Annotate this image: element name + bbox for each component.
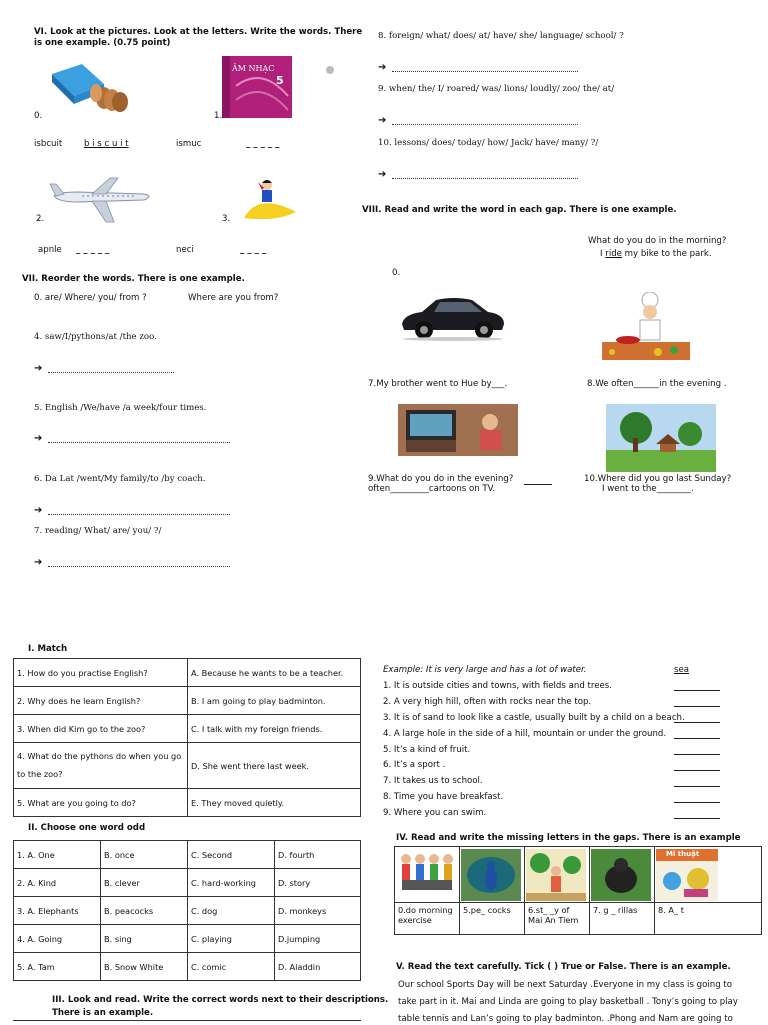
match-answer-a: A. Because he wants to be a teacher. [188, 659, 361, 687]
answer-blank[interactable] [674, 802, 720, 803]
example-answer-word: ride [605, 249, 622, 259]
match-question-3: 3. When did Kim go to the zoo? [14, 715, 188, 743]
section-7-heading: VII. Reorder the words. There is one example. [22, 274, 245, 284]
gap-question-9b: often_________cartoons on TV. [368, 484, 496, 494]
odd-word-cell: C. dog [188, 897, 275, 925]
odd-word-cell: 4. A. Going [14, 925, 101, 953]
match-question-1: 1. How do you practise English? [14, 659, 188, 687]
odd-word-cell: B. peacocks [101, 897, 188, 925]
answer-blank[interactable] [674, 706, 720, 707]
answer-blank-1[interactable]: _ _ _ _ _ [246, 139, 280, 149]
match-table [13, 658, 361, 817]
gap-question-9a: 9.What do you do in the evening? [368, 474, 514, 484]
odd-word-cell: B. sing [101, 925, 188, 953]
answer-blank[interactable] [674, 690, 720, 691]
answer-line-8[interactable] [392, 71, 578, 72]
description-item: 6. It’s a sport . [383, 760, 446, 771]
gap-question-10b: I went to the________. [602, 484, 694, 494]
answer-blank[interactable] [674, 722, 720, 723]
odd-word-cell: 1. A. One [14, 841, 101, 869]
car-image [398, 290, 508, 342]
passage-line: Our school Sports Day will be next Saturday .Everyone in my class is going to [398, 980, 733, 990]
section-1-heading: I. Match [28, 644, 68, 654]
odd-word-cell: D. monkeys [275, 897, 361, 925]
music-book-number: 5 [276, 74, 284, 87]
item-number-3: 3. [222, 214, 231, 224]
gap-question-8: 8.We often______in the evening . [587, 379, 727, 389]
reorder-question-7: 7. reading/ What/ are/ you/ ?/ [34, 526, 162, 536]
music-book-title: ÂM NHẠC [232, 64, 275, 73]
description-example: Example: It is very large and has a lot of water. [383, 665, 587, 675]
gap-question-7: 7.My brother went to Hue by___. [368, 379, 508, 389]
table-edge [13, 1020, 361, 1021]
reorder-question-4: 4. saw/I/pythons/at /the zoo. [34, 332, 157, 342]
gap-question-10a: 10.Where did you go last Sunday? [584, 474, 732, 484]
arrow-icon: ➔ [378, 169, 387, 180]
odd-word-cell: C. playing [188, 925, 275, 953]
section-8-heading: VIII. Read and write the word in each gap. There is one example. [362, 205, 677, 215]
reorder-question-5: 5. English /We/have /a week/four times. [34, 403, 207, 413]
reorder-question-10: 10. lessons/ does/ today/ how/ Jack/ have/ many/ ?/ [378, 138, 599, 148]
section-3-subheading: There is an example. [52, 1008, 154, 1018]
example-answer [600, 249, 712, 260]
odd-word-cell: 3. A. Elephants [14, 897, 101, 925]
missing-letters-cell-7[interactable]: 7. g _ rillas [590, 903, 655, 935]
description-item: 7. It takes us to school. [383, 776, 483, 787]
match-question-2: 2. Why does he learn English? [14, 687, 188, 715]
arrow-icon: ➔ [34, 557, 43, 568]
description-list [383, 681, 723, 824]
section-4-heading: IV. Read and write the missing letters in the gaps. There is an example [396, 833, 741, 843]
section-6-heading: VI. Look at the pictures. Look at the letters. Write the words. There is one example. (0.75 point) [34, 27, 363, 48]
passage-line: take part in it. Mai and Linda are going to play basketball . Tony’s going to play [398, 997, 738, 1007]
picture-cell [525, 847, 590, 903]
section-2-heading: II. Choose one word odd [28, 823, 146, 833]
arrow-icon: ➔ [34, 363, 43, 374]
reorder-example-answer: Where are you from? [188, 293, 279, 303]
example-answer-post: my bike to the park. [621, 249, 712, 259]
example-question: What do you do in the morning? [588, 236, 727, 246]
odd-word-cell: D. fourth [275, 841, 361, 869]
answer-line-10[interactable] [392, 178, 578, 179]
answer-blank[interactable] [674, 738, 720, 739]
chef-image [598, 292, 694, 364]
arrow-icon: ➔ [34, 505, 43, 516]
missing-letters-cell-0: 0.do morning exercise [395, 903, 460, 935]
odd-word-cell: D.jumping [275, 925, 361, 953]
scrambled-word-2: apnle [38, 245, 62, 255]
description-item: 3. It is of sand to look like a castle, usually built by a child on a beach. [383, 712, 685, 723]
description-item: 1. It is outside cities and towns, with fields and trees. [383, 681, 612, 691]
scrambled-word-0: isbcuit [34, 139, 63, 149]
example-answer-pre: I [600, 249, 606, 259]
example-number: 0. [392, 268, 401, 278]
odd-word-cell: C. Second [188, 841, 275, 869]
odd-word-cell: C. hard-working [188, 869, 275, 897]
answer-line-4[interactable] [48, 372, 174, 373]
missing-letters-table [394, 846, 762, 935]
watching-tv-image [398, 404, 518, 456]
picture-cell [590, 847, 655, 903]
picture-cell [655, 847, 762, 903]
description-item: 9. Where you can swim. [383, 808, 487, 819]
picture-cell [395, 847, 460, 903]
item-number-1: 1. [214, 111, 223, 121]
match-answer-d: D. She went there last week. [188, 743, 361, 789]
answer-blank-3[interactable]: _ _ _ _ [240, 245, 267, 255]
answer-blank[interactable] [674, 770, 720, 771]
gorilla-image [591, 849, 651, 901]
match-question-5: 5. What are you going to do? [14, 789, 188, 817]
odd-word-table [13, 840, 361, 981]
arrow-icon: ➔ [378, 62, 387, 73]
scrambled-word-1: ismuc [176, 139, 202, 149]
odd-word-cell: B. Snow White [101, 953, 188, 981]
answer-line-9[interactable] [392, 124, 578, 125]
reorder-question-6: 6. Da Lat /went/My family/to /by coach. [34, 474, 206, 484]
odd-word-cell: 5. A. Tam [14, 953, 101, 981]
story-illustration-image [526, 849, 586, 901]
answer-line-6[interactable] [48, 514, 230, 515]
item-number-2: 2. [36, 214, 45, 224]
missing-letters-cell-6[interactable]: 6.st_ _y of Mai An Tiem [525, 903, 590, 935]
description-item: 4. A large hole in the side of a hill, mountain or under the ground. [383, 728, 667, 739]
odd-word-cell: D. Aladdin [275, 953, 361, 981]
answer-blank[interactable] [674, 754, 720, 755]
answer-blank[interactable] [674, 818, 720, 819]
match-answer-b: B. I am going to play badminton. [188, 687, 361, 715]
passage-line: table tennis and Lan’s going to play badminton. .Phong and Nam are going to [398, 1014, 733, 1024]
description-item: 5. It’s a kind of fruit. [383, 744, 471, 755]
answer-line-5[interactable] [48, 442, 230, 443]
art-book-label: Mĩ thuật [666, 849, 700, 858]
peacock-image [461, 849, 521, 901]
arrow-icon: ➔ [34, 433, 43, 444]
match-answer-e: E. They moved quietly. [188, 789, 361, 817]
answer-word-0: b i s c u i t [84, 139, 129, 149]
answer-line-7[interactable] [48, 566, 230, 567]
match-question-4: 4. What do the pythons do when you go to the zoo? [14, 743, 188, 789]
odd-word-cell: B. once [101, 841, 188, 869]
airplane-image [48, 174, 156, 226]
princess-image [236, 178, 302, 222]
answer-blank-9[interactable] [524, 484, 552, 485]
odd-word-cell: 2. A. Kind [14, 869, 101, 897]
odd-word-cell: C. comic [188, 953, 275, 981]
description-item: 2. A very high hill, often with rocks near the top. [383, 696, 592, 707]
bread-image [48, 60, 130, 112]
art-book-image [656, 849, 718, 901]
scrambled-word-3: neci [176, 245, 194, 255]
children-exercise-image [396, 849, 456, 901]
missing-letters-cell-8[interactable]: 8. A_ t [655, 903, 762, 935]
grey-dot [326, 66, 334, 74]
answer-blank[interactable] [674, 786, 720, 787]
match-answer-c: C. I talk with my foreign friends. [188, 715, 361, 743]
section-5-heading: V. Read the text carefully. Tick ( ) True or False. There is an example. [396, 962, 731, 972]
description-example-answer: sea [674, 665, 690, 675]
reorder-question-8: 8. foreign/ what/ does/ at/ have/ she/ language/ school/ ? [378, 31, 624, 41]
arrow-icon: ➔ [378, 115, 387, 126]
answer-blank-2[interactable]: _ _ _ _ _ [76, 245, 110, 255]
missing-letters-cell-5[interactable]: 5.pe_ cocks [460, 903, 525, 935]
reorder-question-9: 9. when/ the/ I/ roared/ was/ lions/ loudly/ zoo/ the/ at/ [378, 84, 615, 94]
section-3-heading: III. Look and read. Write the correct words next to their descriptions. [52, 995, 389, 1005]
picture-cell [460, 847, 525, 903]
odd-word-cell: B. clever [101, 869, 188, 897]
reorder-example-question: 0. are/ Where/ you/ from ? [34, 293, 147, 303]
description-item: 8. Time you have breakfast. [383, 792, 504, 803]
odd-word-cell: D. story [275, 869, 361, 897]
item-number-0: 0. [34, 111, 43, 121]
park-image [606, 404, 716, 472]
